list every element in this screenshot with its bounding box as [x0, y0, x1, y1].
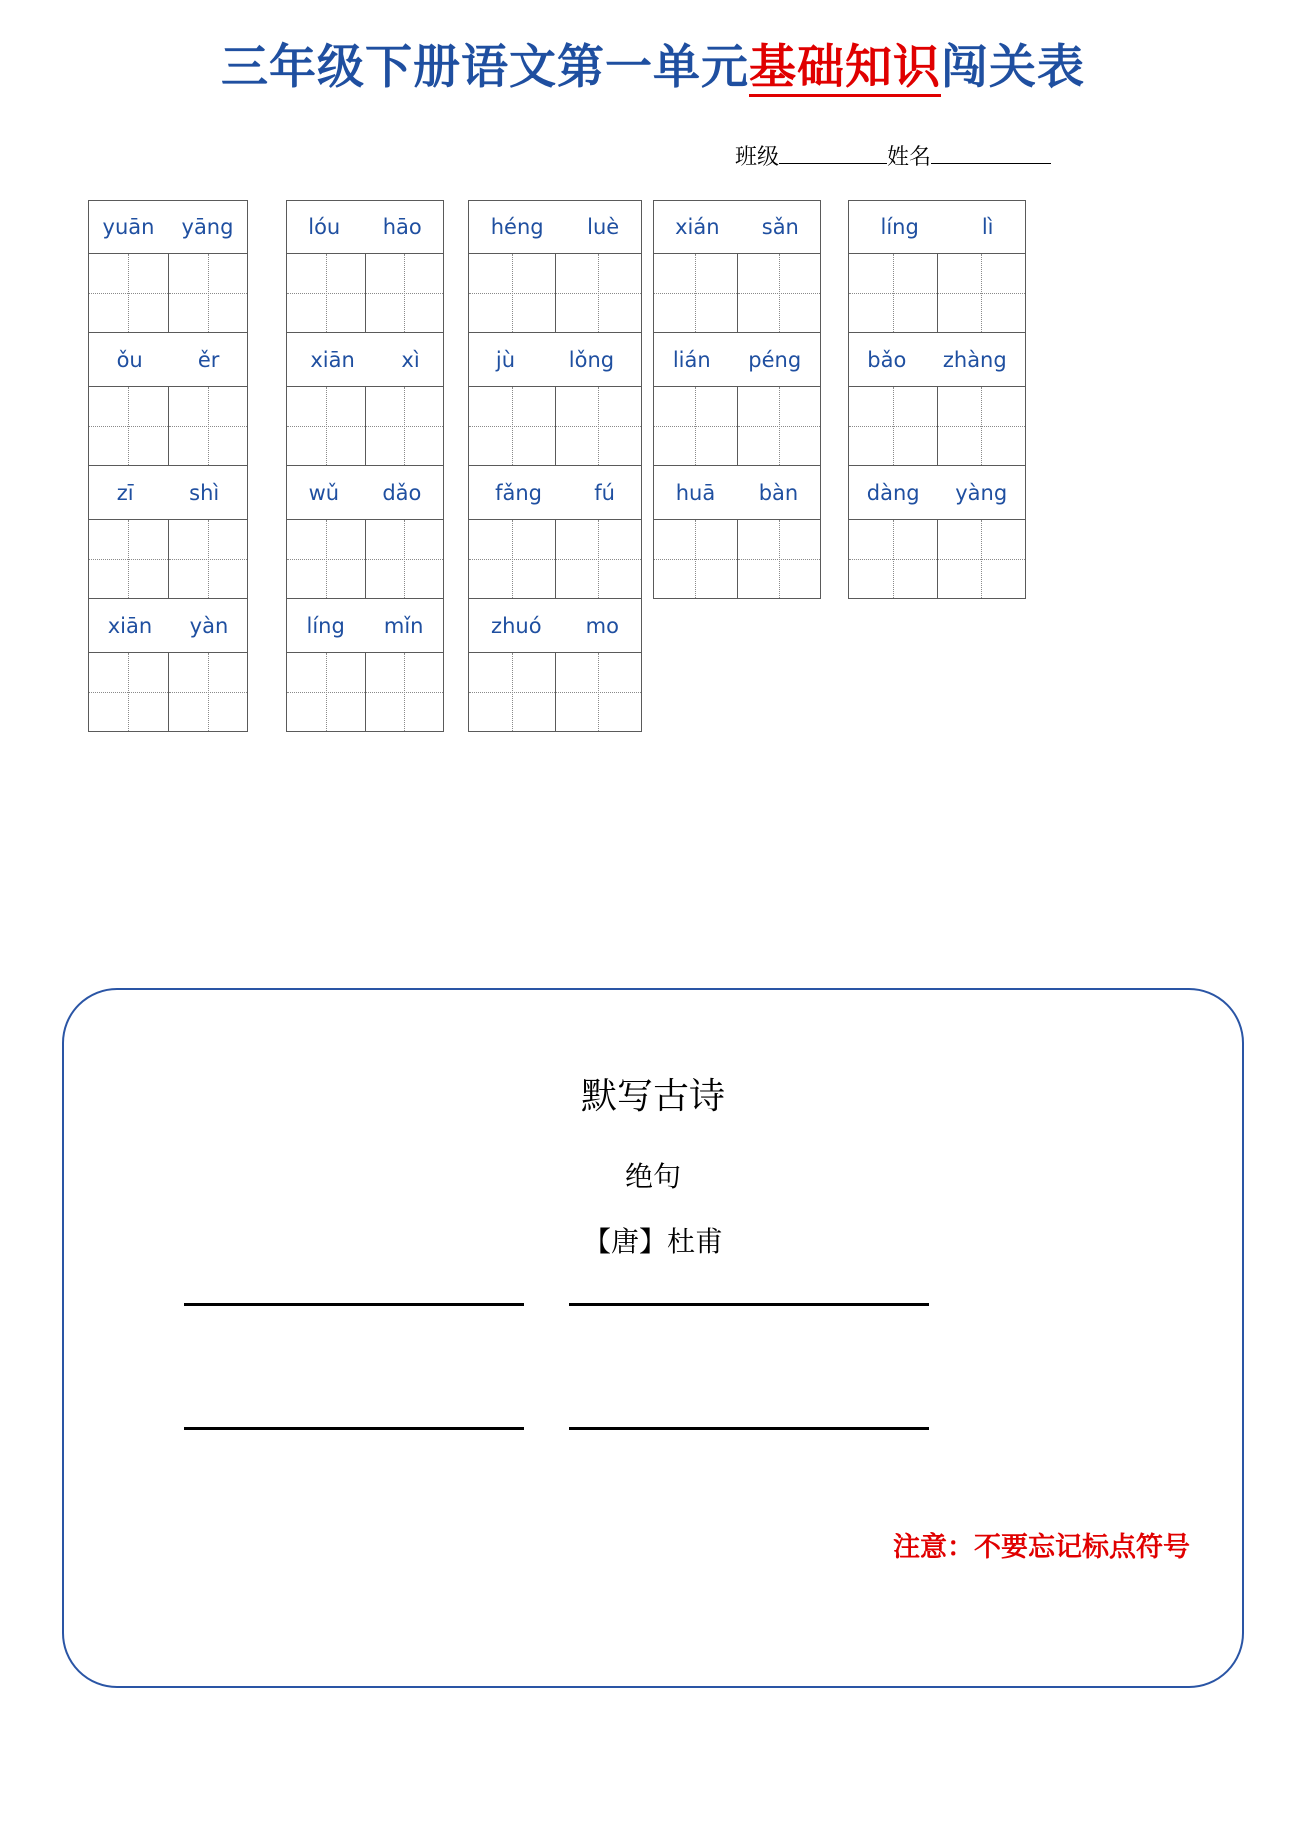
- pinyin-label-row: [653, 333, 821, 386]
- tianzige-row[interactable]: [286, 519, 444, 599]
- pinyin-syllable: zhuó: [491, 613, 542, 638]
- pinyin-syllable: dǎo: [382, 480, 422, 505]
- tianzige-cell[interactable]: [468, 652, 556, 732]
- tianzige-cell[interactable]: [556, 253, 643, 333]
- pinyin-word-block: [286, 333, 444, 466]
- pinyin-word-block: [468, 466, 642, 599]
- tianzige-cell[interactable]: [653, 386, 738, 466]
- pinyin-syllable: sǎn: [761, 215, 799, 239]
- pinyin-word-block: [468, 333, 642, 466]
- pinyin-syllable: zhàng: [942, 347, 1007, 372]
- pinyin-syllable: lián: [672, 347, 711, 372]
- tianzige-cell[interactable]: [88, 652, 169, 732]
- pinyin-syllable: wǔ: [308, 480, 340, 505]
- tianzige-row[interactable]: [88, 386, 248, 466]
- pinyin-syllable: ǒu: [116, 347, 143, 372]
- name-label: 姓名: [886, 144, 931, 169]
- poem-note: 注意：不要忘记标点符号: [893, 1532, 1190, 1562]
- tianzige-cell[interactable]: [88, 386, 169, 466]
- pinyin-word-block: [286, 599, 444, 732]
- pinyin-syllable: yāng: [181, 215, 234, 239]
- pinyin-syllable: luè: [587, 215, 620, 239]
- tianzige-cell[interactable]: [556, 386, 643, 466]
- tianzige-cell[interactable]: [286, 386, 366, 466]
- pinyin-label-row: [286, 333, 444, 386]
- pinyin-syllable: fú: [594, 480, 615, 505]
- tianzige-cell[interactable]: [88, 253, 169, 333]
- pinyin-label-row: [88, 200, 248, 253]
- tianzige-cell[interactable]: [169, 253, 249, 333]
- pinyin-label-row: [848, 466, 1026, 519]
- pinyin-syllable: bǎo: [867, 347, 907, 372]
- pinyin-column: [848, 200, 1026, 599]
- tianzige-row[interactable]: [468, 519, 642, 599]
- tianzige-cell[interactable]: [738, 519, 822, 599]
- pinyin-word-block: [88, 200, 248, 333]
- pinyin-label-row: [88, 333, 248, 386]
- pinyin-label-row: [653, 466, 821, 519]
- pinyin-word-block: [848, 333, 1026, 466]
- pinyin-syllable: yuān: [102, 215, 155, 239]
- pinyin-label-row: [286, 466, 444, 519]
- tianzige-row[interactable]: [88, 519, 248, 599]
- tianzige-cell[interactable]: [468, 386, 556, 466]
- tianzige-cell[interactable]: [468, 519, 556, 599]
- tianzige-cell[interactable]: [556, 652, 643, 732]
- pinyin-syllable: yàn: [189, 613, 229, 638]
- pinyin-syllable: péng: [748, 347, 802, 372]
- pinyin-syllable: líng: [306, 613, 345, 638]
- pinyin-syllable: zī: [116, 480, 134, 505]
- poem-name: 绝句: [624, 1162, 681, 1193]
- pinyin-column: [653, 200, 821, 599]
- tianzige-cell[interactable]: [738, 253, 822, 333]
- tianzige-cell[interactable]: [286, 253, 366, 333]
- tianzige-row[interactable]: [468, 386, 642, 466]
- pinyin-column: [88, 200, 248, 732]
- page-title-part1: 三年级下册语文第一单元: [221, 42, 749, 94]
- pinyin-syllable: yàng: [955, 480, 1008, 505]
- pinyin-label-row: [88, 466, 248, 519]
- pinyin-syllable: líng: [880, 215, 919, 239]
- pinyin-label-row: [468, 466, 642, 519]
- tianzige-row[interactable]: [653, 253, 821, 333]
- pinyin-syllable: xiān: [310, 347, 355, 372]
- pinyin-syllable: xiān: [107, 613, 153, 638]
- pinyin-word-block: [848, 466, 1026, 599]
- pinyin-word-block: [653, 466, 821, 599]
- tianzige-cell[interactable]: [653, 519, 738, 599]
- pinyin-word-block: [468, 599, 642, 732]
- pinyin-label-row: [468, 200, 642, 253]
- page-title: [0, 30, 1306, 97]
- pinyin-syllable: lǒng: [568, 347, 615, 372]
- pinyin-word-block: [88, 333, 248, 466]
- tianzige-row[interactable]: [653, 519, 821, 599]
- tianzige-row[interactable]: [848, 386, 1026, 466]
- tianzige-cell[interactable]: [169, 652, 249, 732]
- tianzige-row[interactable]: [88, 253, 248, 333]
- pinyin-syllable: hāo: [382, 215, 422, 239]
- page-title-highlight: 基础知识: [749, 42, 941, 97]
- pinyin-word-block: [88, 599, 248, 732]
- poem-write-line-3[interactable]: [184, 1427, 524, 1430]
- poem-heading: 默写古诗: [580, 1076, 725, 1116]
- pinyin-syllable: huā: [675, 480, 716, 505]
- tianzige-cell[interactable]: [938, 253, 1027, 333]
- tianzige-cell[interactable]: [653, 253, 738, 333]
- pinyin-syllable: shì: [189, 480, 220, 505]
- name-blank[interactable]: [931, 141, 1051, 164]
- tianzige-cell[interactable]: [366, 253, 445, 333]
- pinyin-syllable: mo: [585, 613, 619, 638]
- tianzige-cell[interactable]: [556, 519, 643, 599]
- tianzige-row[interactable]: [286, 652, 444, 732]
- class-blank[interactable]: [779, 141, 887, 164]
- tianzige-cell[interactable]: [938, 519, 1027, 599]
- poem-write-line-1[interactable]: [184, 1303, 524, 1306]
- pinyin-word-block: [286, 200, 444, 333]
- pinyin-label-row: [468, 599, 642, 652]
- student-info-row: [735, 140, 1051, 171]
- poem-write-line-2[interactable]: [569, 1303, 929, 1306]
- pinyin-syllable: xì: [401, 347, 420, 372]
- pinyin-label-row: [286, 200, 444, 253]
- tianzige-cell[interactable]: [366, 386, 445, 466]
- pinyin-label-row: [848, 333, 1026, 386]
- pinyin-word-block: [653, 200, 821, 333]
- pinyin-word-block: [468, 200, 642, 333]
- pinyin-label-row: [848, 200, 1026, 253]
- tianzige-cell[interactable]: [366, 652, 445, 732]
- pinyin-syllable: dàng: [866, 480, 920, 505]
- tianzige-cell[interactable]: [366, 519, 445, 599]
- pinyin-syllable: ěr: [197, 347, 220, 372]
- pinyin-syllable: jù: [495, 347, 516, 372]
- pinyin-label-row: [286, 599, 444, 652]
- tianzige-row[interactable]: [88, 652, 248, 732]
- tianzige-cell[interactable]: [286, 652, 366, 732]
- tianzige-cell[interactable]: [169, 519, 249, 599]
- tianzige-cell[interactable]: [738, 386, 822, 466]
- pinyin-label-row: [468, 333, 642, 386]
- tianzige-cell[interactable]: [848, 519, 938, 599]
- tianzige-row[interactable]: [468, 253, 642, 333]
- pinyin-column: [468, 200, 642, 732]
- poem-dictation-box: [62, 988, 1244, 1688]
- pinyin-syllable: lì: [981, 215, 994, 239]
- page-title-part2: 闯关表: [941, 42, 1085, 94]
- pinyin-syllable: héng: [490, 215, 544, 239]
- class-label: 班级: [734, 144, 779, 169]
- pinyin-label-row: [88, 599, 248, 652]
- pinyin-syllable: fǎng: [495, 480, 542, 505]
- tianzige-cell[interactable]: [286, 519, 366, 599]
- pinyin-syllable: lóu: [308, 215, 341, 239]
- pinyin-syllable: mǐn: [383, 613, 424, 638]
- tianzige-row[interactable]: [286, 386, 444, 466]
- pinyin-grid-area: [88, 200, 1218, 780]
- pinyin-word-block: [653, 333, 821, 466]
- tianzige-cell[interactable]: [169, 386, 249, 466]
- tianzige-row[interactable]: [848, 253, 1026, 333]
- pinyin-word-block: [848, 200, 1026, 333]
- tianzige-cell[interactable]: [848, 386, 938, 466]
- tianzige-row[interactable]: [286, 253, 444, 333]
- pinyin-column: [286, 200, 444, 732]
- poem-author: 【唐】杜甫: [582, 1227, 723, 1258]
- tianzige-cell[interactable]: [88, 519, 169, 599]
- tianzige-cell[interactable]: [848, 253, 938, 333]
- poem-write-line-4[interactable]: [569, 1427, 929, 1430]
- pinyin-word-block: [88, 466, 248, 599]
- tianzige-cell[interactable]: [938, 386, 1027, 466]
- pinyin-word-block: [286, 466, 444, 599]
- pinyin-syllable: bàn: [758, 480, 799, 505]
- tianzige-row[interactable]: [468, 652, 642, 732]
- tianzige-cell[interactable]: [468, 253, 556, 333]
- tianzige-row[interactable]: [653, 386, 821, 466]
- pinyin-syllable: xián: [675, 215, 720, 239]
- tianzige-row[interactable]: [848, 519, 1026, 599]
- pinyin-label-row: [653, 200, 821, 253]
